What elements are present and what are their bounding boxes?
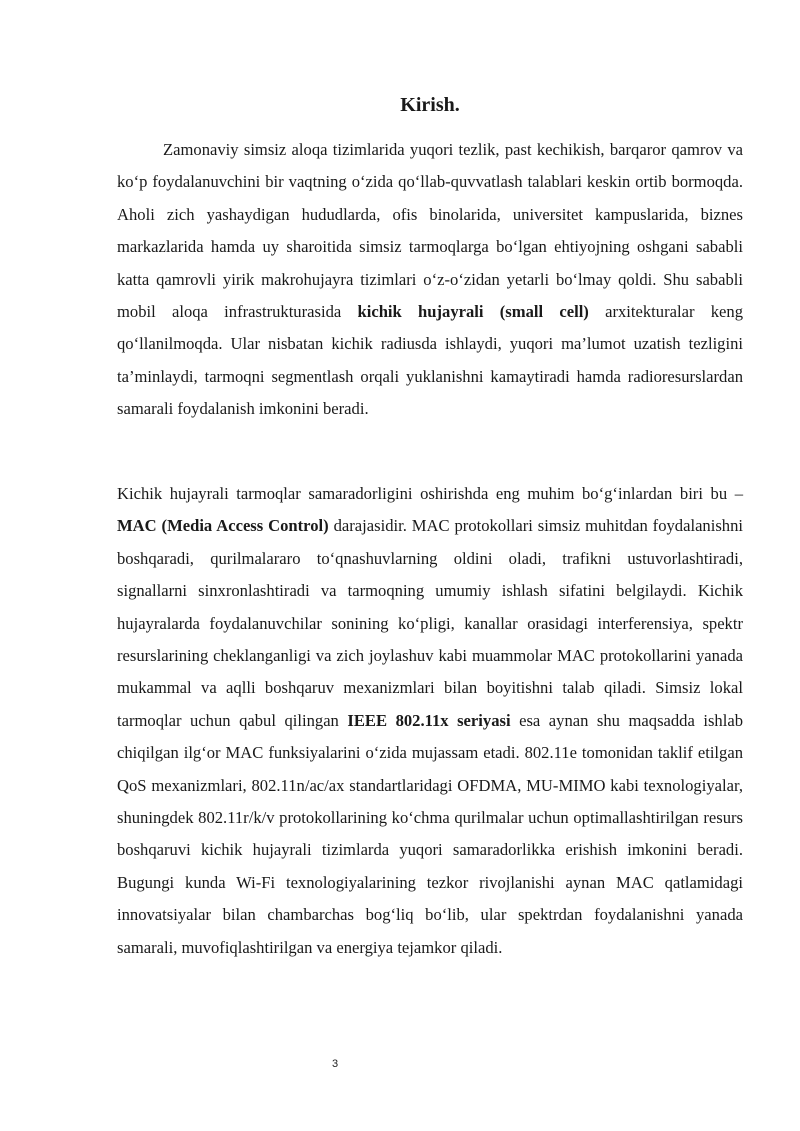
ieee-series-term: IEEE 802.11x seriyasi xyxy=(347,710,511,730)
paragraph-2-text-part-1: Kichik hujayrali tarmoqlar samaradorligini oshirishda eng muhim bo‘g‘inlardan biri bu – xyxy=(117,484,743,503)
page-number: 3 xyxy=(331,1058,339,1070)
small-cell-term: kichik hujayrali (small cell) xyxy=(357,302,589,322)
paragraph-1-text-end: arxitekturalar keng qo‘llanilmoqda. Ular nisbatan kichik radiusda ishlaydi, yuqori ma’lumot uzatish tezligini ta’minlaydi, tarmoqni segmentlash orqali yuklanishni kamaytiradi hamda radioresurslardan samarali foydalanish imkonini beradi. xyxy=(117,302,743,419)
paragraph-1-text-start: Zamonaviy simsiz aloqa tizimlarida yuqori tezlik, past kechikish, barqaror qamrov va ko‘p foydalanuvchini bir vaqtning o‘zida qo‘llab-quvvatlash talablari keskin ortib bormoqda. Aholi zich yashaydigan hududlarda, ofis binolarida, universitet kampuslarida, biznes markazlarida hamda uy sharoitida simsiz tarmoqlarga bo‘lgan ehtiyojning oshgani sababli katta qamrovli yirik makrohujayra tizimlari o‘z-o‘zidan yetarli bo‘lmay qoldi. Shu sababli mobil aloqa infrastrukturasida xyxy=(117,140,743,322)
intro-paragraph-1 xyxy=(117,134,743,426)
intro-paragraph-2 xyxy=(117,478,743,964)
paragraph-2-text-part-2: darajasidir. MAC protokollari simsiz muhitdan foydalanishni boshqaradi, qurilmalararo to‘qnashuvlarning oldini oladi, trafikni ustuvorlashtiradi, signallarni sinxronlashtiradi va tarmoqning umumiy ishlash sifatini belgilaydi. Kichik hujayralarda foydalanuvchilar sonining ko‘pligi, kanallar orasidagi interferensiya, spektr resurslarining cheklanganligi va zich joylashuv kabi muammolar MAC protokollarini yanada mukammal va aqlli boshqaruv mexanizmlari bilan boyitishni talab qiladi. Simsiz lokal tarmoqlar uchun qabul qilingan xyxy=(117,516,744,730)
paragraph-2-text-part-3: esa aynan shu maqsadda ishlab chiqilgan ilg‘or MAC funksiyalarini o‘zida mujassam etadi. 802.11e tomonidan taklif etilgan QoS mexanizmlari, 802.11n/ac/ax standartlaridagi OFDMA, MU-MIMO kabi texnologiyalar, shuningdek 802.11r/k/v protokollarining ko‘chma qurilmalar uchun optimallashtirilgan resurs boshqaruvi kichik hujayrali tizimlarda yuqori samaradorlikka erishish imkonini beradi. Bugungi kunda Wi-Fi texnologiyalarining tezkor rivojlanishi aynan MAC qatlamidagi innovatsiyalar bilan chambarchas bog‘liq bo‘lib, ular spektrdan foydalanishni yanada samarali, muvofiqlashtirilgan va energiya tejamkor qiladi. xyxy=(117,710,743,957)
mac-term: MAC (Media Access Control) xyxy=(117,516,329,536)
section-title: Kirish. xyxy=(400,94,460,116)
